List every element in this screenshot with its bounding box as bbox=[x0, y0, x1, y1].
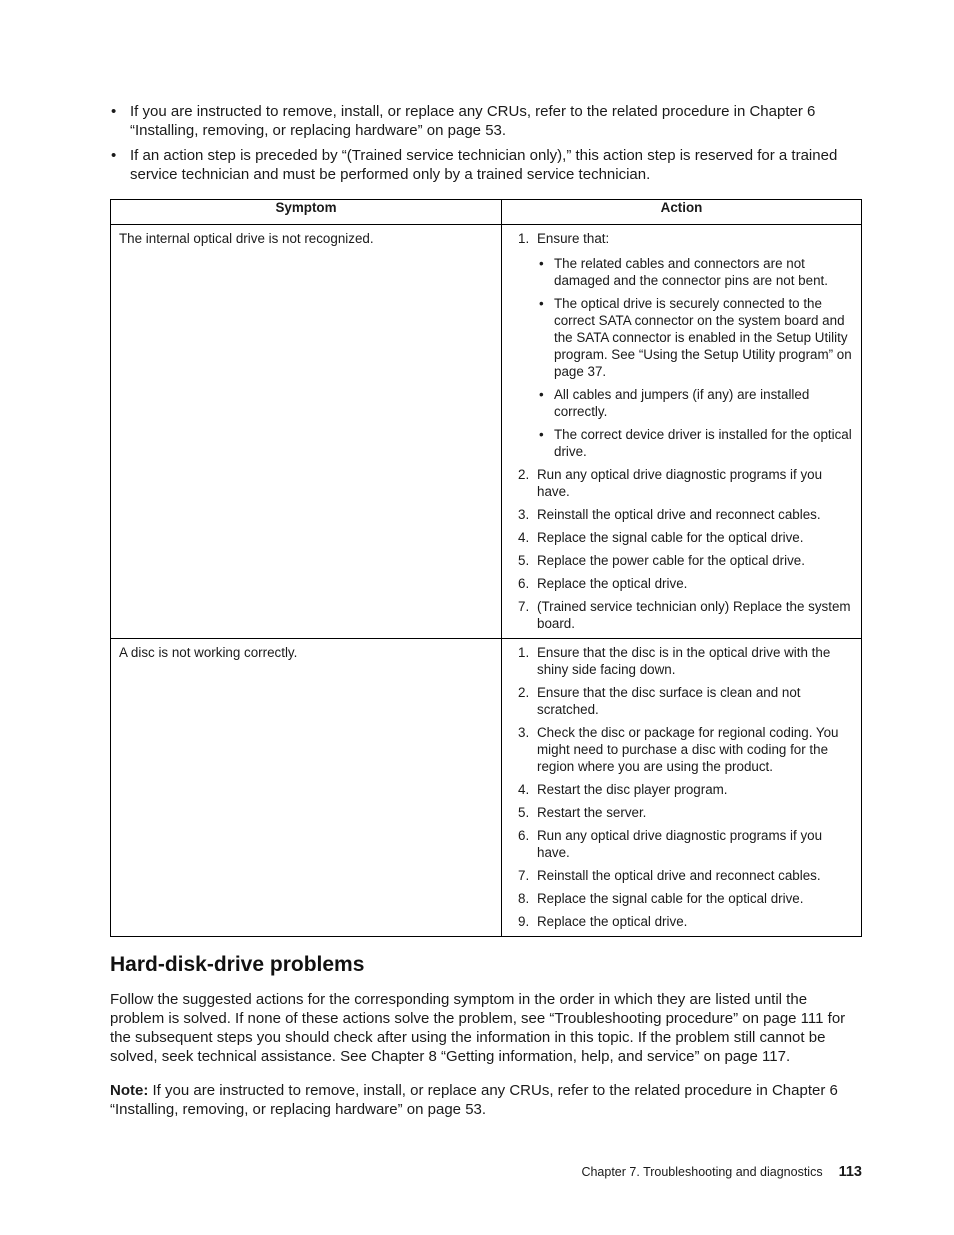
step-text: Restart the server. bbox=[537, 805, 647, 820]
troubleshooting-table bbox=[110, 199, 862, 937]
note-text: If you are instructed to remove, install, or replace any CRUs, refer to the related procedure in Chapter 6 “Installing, removing, or replacing hardware” on page 53. bbox=[110, 1082, 838, 1118]
sub-bullet: • All cables and jumpers (if any) are installed correctly. bbox=[537, 386, 853, 420]
step-text: Restart the disc player program. bbox=[537, 782, 728, 797]
step-number: 3. bbox=[518, 507, 530, 522]
step-number: 4. bbox=[518, 782, 530, 797]
step-number: 2. bbox=[518, 467, 530, 482]
action-step bbox=[518, 529, 853, 546]
step-number: 1. bbox=[518, 231, 530, 246]
symptom-cell: The internal optical drive is not recognized. bbox=[111, 225, 502, 639]
step-number: 5. bbox=[518, 553, 530, 568]
symptom-cell: A disc is not working correctly. bbox=[111, 639, 502, 937]
step-text: Reinstall the optical drive and reconnect cables. bbox=[537, 868, 821, 883]
action-header: Action bbox=[502, 200, 862, 225]
action-step bbox=[518, 827, 853, 861]
sub-bullet-list bbox=[537, 255, 853, 460]
step-text: Run any optical drive diagnostic programs if you have. bbox=[537, 467, 823, 499]
step-number: 9. bbox=[518, 914, 530, 929]
step-number: 2. bbox=[518, 685, 530, 700]
step-text: Ensure that the disc is in the optical drive with the shiny side facing down. bbox=[537, 645, 831, 677]
step-text: Replace the optical drive. bbox=[537, 914, 688, 929]
sub-bullet: • The related cables and connectors are not damaged and the connector pins are not bent. bbox=[537, 255, 853, 289]
action-step bbox=[518, 913, 853, 930]
step-number: 3. bbox=[518, 725, 530, 740]
intro-bullet: • If you are instructed to remove, install, or replace any CRUs, refer to the related procedure in Chapter 6 “Installing, removing, or replacing hardware” on page 53. bbox=[111, 102, 863, 140]
step-text: Replace the power cable for the optical drive. bbox=[537, 553, 805, 568]
action-step bbox=[518, 466, 853, 500]
sub-bullet: • The correct device driver is installed for the optical drive. bbox=[537, 426, 853, 460]
section-body: Follow the suggested actions for the corresponding symptom in the order in which they are listed until the problem is solved. If none of these actions solve the problem, see “Troubleshooting procedure” on page 111 for the subsequent steps you should check after using the information in this topic. If the problem still cannot be solved, seek technical assistance. See Chapter 8 “Getting information, help, and service” on page 117. bbox=[110, 991, 846, 1065]
step-text: Ensure that the disc surface is clean and not scratched. bbox=[537, 685, 801, 717]
step-number: 1. bbox=[518, 645, 530, 660]
step-text: Reinstall the optical drive and reconnect cables. bbox=[537, 507, 821, 522]
action-step bbox=[518, 684, 853, 718]
symptom-header: Symptom bbox=[111, 200, 502, 225]
action-cell bbox=[502, 225, 862, 639]
action-step bbox=[518, 575, 853, 592]
action-step bbox=[518, 506, 853, 523]
footer-chapter: Chapter 7. Troubleshooting and diagnostics bbox=[581, 1165, 823, 1179]
action-step bbox=[518, 804, 853, 821]
action-cell bbox=[502, 639, 862, 937]
section-heading: Hard-disk-drive problems bbox=[110, 953, 365, 976]
note-label: Note: bbox=[110, 1082, 149, 1099]
step-number: 7. bbox=[518, 599, 530, 614]
step-text: Replace the signal cable for the optical drive. bbox=[537, 891, 804, 906]
step-text: Run any optical drive diagnostic programs if you have. bbox=[537, 828, 823, 860]
step-text: Replace the signal cable for the optical drive. bbox=[537, 530, 804, 545]
action-step bbox=[518, 644, 853, 678]
step-number: 4. bbox=[518, 530, 530, 545]
step-number: 5. bbox=[518, 805, 530, 820]
action-step bbox=[518, 781, 853, 798]
action-step bbox=[518, 230, 853, 460]
step-text: Check the disc or package for regional coding. You might need to purchase a disc with coding for the region where you are using the product. bbox=[537, 725, 839, 774]
action-step bbox=[518, 598, 853, 632]
step-text: Replace the optical drive. bbox=[537, 576, 688, 591]
page-number: 113 bbox=[838, 1164, 862, 1180]
table-row bbox=[111, 225, 862, 639]
intro-bullet-list bbox=[111, 102, 863, 190]
intro-bullet: • If an action step is preceded by “(Trained service technician only),” this action step is reserved for a trained service technician and must be performed only by a trained service technician. bbox=[111, 146, 863, 184]
sub-bullet: • The optical drive is securely connected to the correct SATA connector on the system board and the SATA connector is enabled in the Setup Utility program. See “Using the Setup Utility program” on page 37. bbox=[537, 295, 853, 380]
action-steps bbox=[518, 230, 853, 632]
action-step bbox=[518, 890, 853, 907]
step-number: 7. bbox=[518, 868, 530, 883]
step-number: 6. bbox=[518, 576, 530, 591]
table-header-row bbox=[111, 200, 862, 225]
action-step bbox=[518, 724, 853, 775]
action-step bbox=[518, 867, 853, 884]
step-text: (Trained service technician only) Replace the system board. bbox=[537, 599, 851, 631]
page-footer bbox=[581, 1164, 862, 1180]
action-step bbox=[518, 552, 853, 569]
action-steps bbox=[518, 644, 853, 930]
step-number: 8. bbox=[518, 891, 530, 906]
table-row bbox=[111, 639, 862, 937]
step-number: 6. bbox=[518, 828, 530, 843]
note-paragraph bbox=[110, 1081, 865, 1119]
step-text: Ensure that: bbox=[537, 231, 610, 246]
